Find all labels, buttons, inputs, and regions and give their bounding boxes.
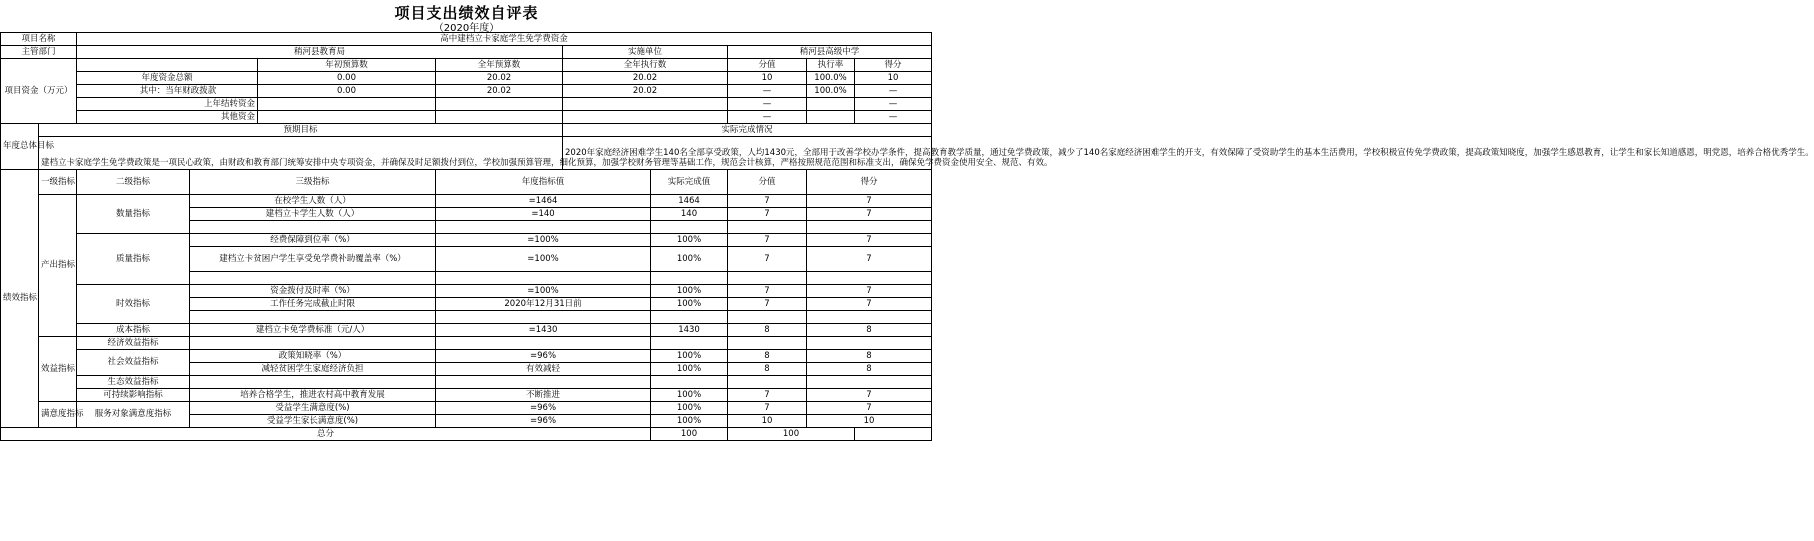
indicator-weight: 7 [728, 402, 807, 415]
sustainable-indicator-label: 可持续影响指标 [77, 389, 190, 402]
quality-indicator-label: 质量指标 [77, 234, 190, 285]
indicator-name: 在校学生人数（人） [190, 195, 436, 208]
project-name-label: 项目名称 [1, 33, 77, 46]
indicator-target: =1464 [436, 195, 651, 208]
indicator-actual: 100% [651, 298, 728, 311]
goals-label: 年度总体目标 [1, 124, 39, 170]
indicator-name: 减轻贫困学生家庭经济负担 [190, 363, 436, 376]
goals-content-row [1, 137, 932, 170]
funds-header-score: 得分 [855, 59, 932, 72]
indicator-weight: 7 [728, 247, 807, 272]
department-value: 稍河县教育局 [77, 46, 563, 59]
header-actual: 实际完成值 [651, 170, 728, 195]
indicator-score: 7 [807, 247, 932, 272]
funds-row [1, 72, 932, 85]
indicator-target: =96% [436, 402, 651, 415]
actual-result-header: 实际完成情况 [563, 124, 932, 137]
funds-row-weight: — [728, 98, 807, 111]
economic-indicator-label: 经济效益指标 [77, 337, 190, 350]
indicator-row [1, 337, 932, 350]
indicator-score: 8 [807, 324, 932, 337]
funds-row-label: 上年结转资金 [77, 98, 258, 111]
indicator-name: 经费保障到位率（%） [190, 234, 436, 247]
indicator-score: 7 [807, 195, 932, 208]
indicator-row [1, 195, 932, 208]
project-name-row [1, 33, 932, 46]
indicator-actual: 100% [651, 363, 728, 376]
project-name-value: 高中建档立卡家庭学生免学费资金 [77, 33, 932, 46]
unit-label: 实施单位 [563, 46, 728, 59]
output-indicator-label: 产出指标 [39, 195, 77, 337]
report-title: 项目支出绩效自评表 [394, 4, 539, 22]
header-score: 得分 [807, 170, 932, 195]
funds-row-label: 其他资金 [77, 111, 258, 124]
funds-row-weight: — [728, 111, 807, 124]
total-deviation [855, 428, 932, 441]
funds-row-annual: 20.02 [436, 85, 563, 98]
indicator-actual: 100% [651, 415, 728, 428]
indicator-actual: 140 [651, 208, 728, 221]
quantity-indicator-label: 数量指标 [77, 195, 190, 234]
indicator-target: =1430 [436, 324, 651, 337]
indicator-weight: 7 [728, 298, 807, 311]
indicator-name: 受益学生满意度(%) [190, 402, 436, 415]
indicator-score: 7 [807, 234, 932, 247]
funds-row-score: 10 [855, 72, 932, 85]
indicator-weight: 7 [728, 195, 807, 208]
indicator-weight: 7 [728, 208, 807, 221]
indicator-name: 工作任务完成截止时限 [190, 298, 436, 311]
indicator-actual: 100% [651, 234, 728, 247]
indicator-name: 受益学生家长满意度(%) [190, 415, 436, 428]
indicator-row [1, 389, 932, 402]
indicator-weight: 8 [728, 350, 807, 363]
indicator-name: 资金拨付及时率（%） [190, 285, 436, 298]
indicator-actual: 100% [651, 350, 728, 363]
indicator-row [1, 324, 932, 337]
cost-indicator-label: 成本指标 [77, 324, 190, 337]
goals-header-row [1, 124, 932, 137]
funds-row-score: — [855, 85, 932, 98]
indicator-row [1, 402, 932, 415]
indicator-target: =96% [436, 350, 651, 363]
indicator-score: 7 [807, 298, 932, 311]
indicator-score: 10 [807, 415, 932, 428]
funds-row-initial: 0.00 [258, 72, 436, 85]
funds-row-executed: 20.02 [563, 72, 728, 85]
actual-result-text: 2020年家庭经济困难学生140名全部享受政策，人均1430元，全部用于改善学校办学条件，提高教育教学质量，通过免学费政策，减少了140名家庭经济困难学生的开支，有效保障了受资助学生的基本生活费用，学校积极宣传免学费政策，提高政策知晓度，加强学生感恩教育，让学生和家长知道感恩，明党恩，培养合格优秀学生。 [563, 137, 932, 170]
funds-row-score: — [855, 98, 932, 111]
header-level2: 二级指标 [77, 170, 190, 195]
indicator-row [1, 350, 932, 363]
indicator-name: 政策知晓率（%） [190, 350, 436, 363]
indicator-header-row [1, 170, 932, 195]
funds-row [1, 85, 932, 98]
indicator-target: 有效减轻 [436, 363, 651, 376]
effect-indicator-label: 效益指标 [39, 337, 77, 402]
funds-row-executed: 20.02 [563, 85, 728, 98]
indicator-target: =100% [436, 285, 651, 298]
funds-label: 项目资金（万元） [1, 59, 77, 124]
funds-row [1, 98, 932, 111]
expected-goal-header: 预期目标 [39, 124, 563, 137]
indicators-section-label: 绩效指标 [1, 170, 39, 428]
total-weight: 100 [651, 428, 728, 441]
header-level1: 一级指标 [39, 170, 77, 195]
indicator-actual: 100% [651, 402, 728, 415]
funds-row-label: 年度资金总额 [77, 72, 258, 85]
funds-header-rate: 执行率 [807, 59, 855, 72]
funds-row-executed [563, 98, 728, 111]
indicator-row [1, 285, 932, 298]
funds-row-annual [436, 98, 563, 111]
funds-row-label: 其中：当年财政拨款 [77, 85, 258, 98]
indicator-target: 2020年12月31日前 [436, 298, 651, 311]
indicator-name: 培养合格学生，推进农村高中教育发展 [190, 389, 436, 402]
funds-row-initial [258, 111, 436, 124]
funds-header-initial: 年初预算数 [258, 59, 436, 72]
funds-header-weight: 分值 [728, 59, 807, 72]
indicator-target: =100% [436, 247, 651, 272]
indicator-target: 不断推进 [436, 389, 651, 402]
indicator-weight: 7 [728, 234, 807, 247]
funds-row-annual: 20.02 [436, 72, 563, 85]
header-target: 年度指标值 [436, 170, 651, 195]
total-score: 100 [728, 428, 855, 441]
evaluation-table [0, 32, 1814, 441]
indicator-row [1, 376, 932, 389]
funds-row [1, 111, 932, 124]
department-label: 主管部门 [1, 46, 77, 59]
indicator-actual: 100% [651, 285, 728, 298]
indicator-actual: 1430 [651, 324, 728, 337]
indicator-weight: 8 [728, 324, 807, 337]
indicator-score: 7 [807, 208, 932, 221]
report-subtitle: （2020年度） [433, 23, 500, 34]
indicator-name: 建档立卡免学费标准（元/人） [190, 324, 436, 337]
funds-row-rate [807, 111, 855, 124]
funds-row-rate: 100.0% [807, 85, 855, 98]
timeliness-indicator-label: 时效指标 [77, 285, 190, 324]
funds-row-weight: 10 [728, 72, 807, 85]
indicator-name: 建档立卡学生人数（人） [190, 208, 436, 221]
funds-row-rate: 100.0% [807, 72, 855, 85]
indicator-target: =140 [436, 208, 651, 221]
total-label: 总分 [1, 428, 651, 441]
indicator-score: 8 [807, 363, 932, 376]
funds-row-annual [436, 111, 563, 124]
indicator-score: 7 [807, 402, 932, 415]
department-row [1, 46, 932, 59]
header-level3: 三级指标 [190, 170, 436, 195]
social-indicator-label: 社会效益指标 [77, 350, 190, 376]
indicator-score: 7 [807, 389, 932, 402]
indicator-actual: 1464 [651, 195, 728, 208]
indicator-score: 8 [807, 350, 932, 363]
indicator-weight: 7 [728, 285, 807, 298]
ecological-indicator-label: 生态效益指标 [77, 376, 190, 389]
funds-row-initial: 0.00 [258, 85, 436, 98]
expected-goal-text: 建档立卡家庭学生免学费政策是一项民心政策，由财政和教育部门统筹安排中央专项资金，并确保及时足额拨付到位，学校加强预算管理，细化预算，加强学校财务管理等基础工作，规范会计核算，严格按照规范范围和标准支出，确保免学费资金使用安全、规范、有效。 [39, 137, 563, 170]
funds-header-blank [77, 59, 258, 72]
funds-row-executed [563, 111, 728, 124]
funds-row-initial [258, 98, 436, 111]
funds-row-rate [807, 98, 855, 111]
satisfaction-indicator-label: 满意度指标 [39, 402, 77, 428]
funds-header-row [1, 59, 932, 72]
indicator-target: =96% [436, 415, 651, 428]
indicator-row [1, 234, 932, 247]
indicator-name: 建档立卡贫困户学生享受免学费补助覆盖率（%） [190, 247, 436, 272]
indicator-actual: 100% [651, 389, 728, 402]
total-row [1, 428, 932, 441]
header-weight: 分值 [728, 170, 807, 195]
indicator-weight: 8 [728, 363, 807, 376]
unit-value: 稍河县高级中学 [728, 46, 932, 59]
indicator-actual: 100% [651, 247, 728, 272]
indicator-score: 7 [807, 285, 932, 298]
indicator-target: =100% [436, 234, 651, 247]
funds-header-annual: 全年预算数 [436, 59, 563, 72]
funds-row-weight: — [728, 85, 807, 98]
indicator-weight: 10 [728, 415, 807, 428]
funds-header-executed: 全年执行数 [563, 59, 728, 72]
funds-row-score: — [855, 111, 932, 124]
service-indicator-label: 服务对象满意度指标 [77, 402, 190, 428]
indicator-weight: 7 [728, 389, 807, 402]
